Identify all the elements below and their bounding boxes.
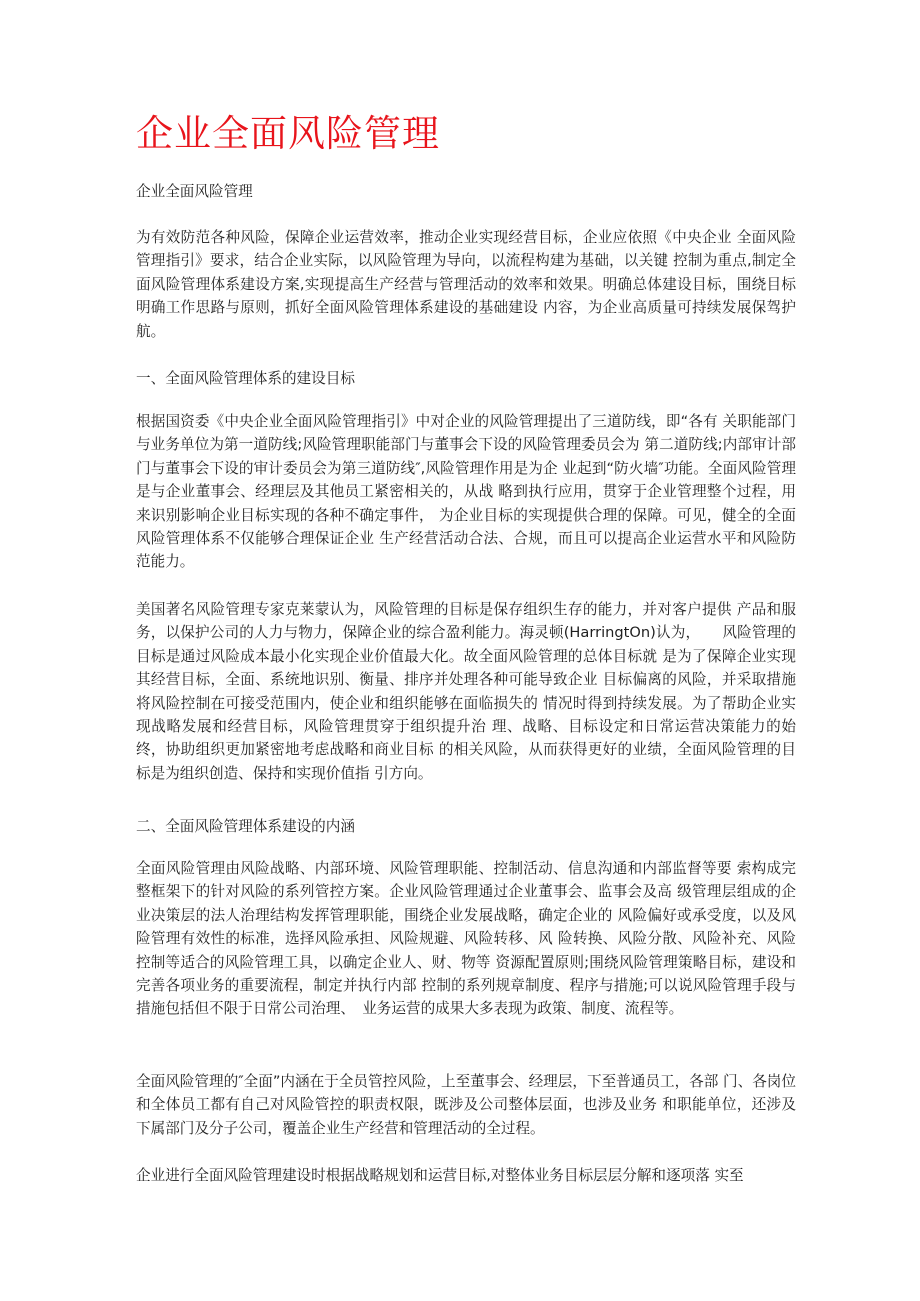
document-title: 企业全面风险管理 [136, 112, 440, 155]
section-1-heading: 一、全面风险管理体系的建设目标 [136, 370, 355, 387]
section-2-paragraph-3: 企业进行全面风险管理建设时根据战略规划和运营目标,对整体业务目标层层分解和逐项落 实至 [136, 1167, 744, 1184]
section-1-paragraph-2: 美国著名风险管理专家克莱蒙认为，风险管理的目标是保存组织生存的能力，并对客户提供 产品和服务，以保护公司的人力与物力，保障企业的综合盈利能力。海灵顿(HarringtOn)认为， 风险管理的目标是通过风险成本最小化实现企业价值最大化。故全面风险管理的总体目标就 是为了保障企业实现其经营目标，全面、系统地识别、衡量、排序并处理各种可能导致企业 目标偏离的风险，并采取措施将风险控制在可接受范围内，使企业和组织能够在面临损失的 情况时得到持续发展。为了帮助企业实现战略发展和经营目标，风险管理贯穿于组织提升治 理、战略、目标设定和日常运营决策能力的始终，协助组织更加紧密地考虑战略和商业目标 的相关风险，从而获得更好的业绩，全面风险管理的目标是为组织创造、保持和实现价值指 引方向。 [136, 601, 796, 782]
intro-paragraph: 为有效防范各种风险，保障企业运营效率，推动企业实现经营目标，企业应依照《中央企业 全面风险管理指引》要求，结合企业实际，以风险管理为导向，以流程构建为基础，以关键 控制为重点,制定全面风险管理体系建设方案,实现提高生产经营与管理活动的效率和效果。明确总体建设目标，围绕目标明确工作思路与原则，抓好全面风险管理体系建设的基础建设 内容，为企业高质量可持续发展保驾护航。 [136, 229, 796, 340]
section-2-paragraph-1: 全面风险管理由风险战略、内部环境、风险管理职能、控制活动、信息沟通和内部监督等要 索构成完整框架下的针对风险的系列管控方案。企业风险管理通过企业董事会、监事会及高 级管理层组成的企业决策层的法人治理结构发挥管理职能，围绕企业发展战略，确定企业的 风险偏好或承受度，以及风险管理有效性的标准，选择风险承担、风险规避、风险转移、风 险转换、风险分散、风险补充、风险控制等适合的风险管理工具，以确定企业人、财、物等 资源配置原则;围绕风险管理策略目标，建设和完善各项业务的重要流程，制定并执行内部 控制的系列规章制度、程序与措施;可以说风险管理手段与措施包括但不限于日常公司治理、 业务运营的成果大多表现为政策、制度、流程等。 [136, 860, 796, 1018]
section-2-heading: 二、全面风险管理体系建设的内涵 [136, 818, 355, 835]
document-subtitle: 企业全面风险管理 [136, 183, 253, 200]
section-1-paragraph-1: 根据国资委《中央企业全面风险管理指引》中对企业的风险管理提出了三道防线，即“各有 关职能部门与业务单位为第一道防线;风险管理职能部门与董事会下设的风险管理委员会为 第二道防线;内部审计部门与董事会下设的审计委员会为第三道防线″,风险管理作用是为企 业起到“防火墙″功能。全面风险管理是与企业董事会、经理层及其他员工紧密相关的，从战 略到执行应用，贯穿于企业管理整个过程，用来识别影响企业目标实现的各种不确定事件， 为企业目标的实现提供合理的保障。可见，健全的全面风险管理体系不仅能够合理保证企业 生产经营活动合法、合规，而且可以提高企业运营水平和风险防范能力。 [136, 413, 796, 571]
section-2-paragraph-2: 全面风险管理的″全面”内涵在于全员管控风险，上至董事会、经理层，下至普通员工，各部 门、各岗位和全体员工都有自己对风险管控的职责权限，既涉及公司整体层面，也涉及业务 和职能单位，还涉及下属部门及分子公司，覆盖企业生产经营和管理活动的全过程。 [136, 1073, 796, 1137]
